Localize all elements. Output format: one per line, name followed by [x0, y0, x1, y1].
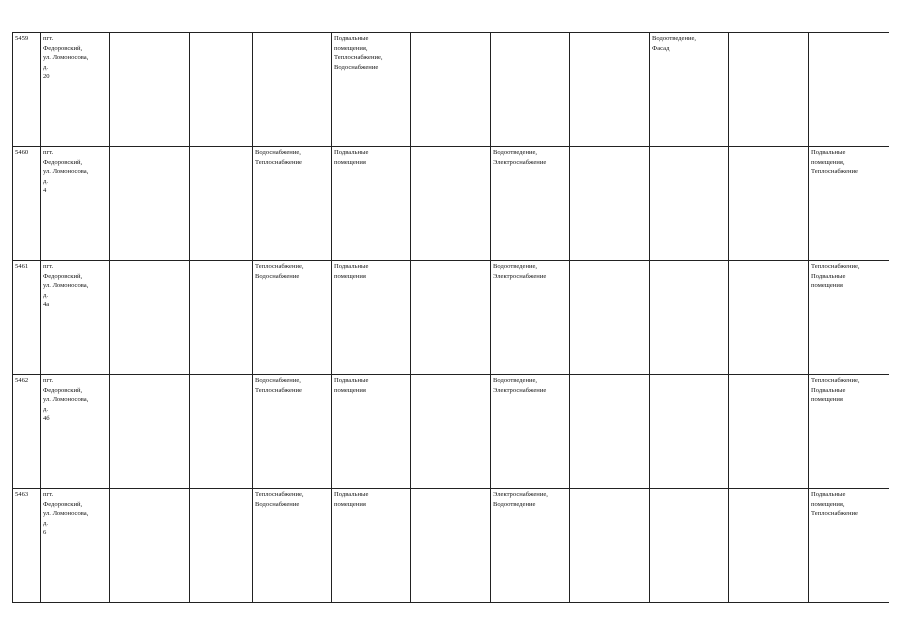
work-type-cell [809, 33, 889, 147]
work-type-cell [190, 375, 253, 489]
table-row [13, 261, 889, 375]
work-type-cell [110, 489, 190, 603]
work-type-cell [570, 147, 650, 261]
work-type-cell [411, 375, 491, 489]
address-cell: пгт. Федоровский, ул. Ломоносова, д. 4а [41, 261, 110, 375]
work-type-cell [650, 147, 729, 261]
work-type-cell [729, 261, 809, 375]
work-type-cell [411, 489, 491, 603]
table-row [13, 33, 889, 147]
row-number-cell: 5461 [13, 261, 41, 375]
work-type-cell: Подвальные помещения [332, 489, 411, 603]
work-type-cell: Водоотведение, Электроснабжение [491, 147, 570, 261]
work-type-cell [190, 261, 253, 375]
table-row [13, 489, 889, 603]
work-type-cell [110, 375, 190, 489]
row-number-cell: 5463 [13, 489, 41, 603]
work-type-cell: Электроснабжение, Водоотведение [491, 489, 570, 603]
work-type-cell: Водоотведение, Фасад [650, 33, 729, 147]
row-number-cell: 5459 [13, 33, 41, 147]
work-type-cell [411, 261, 491, 375]
work-type-cell [570, 375, 650, 489]
work-type-cell [110, 33, 190, 147]
work-type-cell: Подвальные помещения [332, 261, 411, 375]
address-cell: пгт. Федоровский, ул. Ломоносова, д. 4б [41, 375, 110, 489]
work-type-cell [110, 147, 190, 261]
work-type-cell [729, 375, 809, 489]
address-cell: пгт. Федоровский, ул. Ломоносова, д. 20 [41, 33, 110, 147]
table-row [13, 375, 889, 489]
work-type-cell: Подвальные помещения, Теплоснабжение, Водоснабжение [332, 33, 411, 147]
work-type-cell [190, 147, 253, 261]
work-type-cell [190, 489, 253, 603]
work-type-cell: Подвальные помещения, Теплоснабжение [809, 147, 889, 261]
work-type-cell: Подвальные помещения [332, 375, 411, 489]
row-number-cell: 5460 [13, 147, 41, 261]
work-type-cell [650, 489, 729, 603]
work-type-cell: Теплоснабжение, Водоснабжение [253, 489, 332, 603]
work-type-cell [650, 261, 729, 375]
work-type-cell: Теплоснабжение, Подвальные помещения [809, 375, 889, 489]
work-type-cell [729, 33, 809, 147]
work-type-cell [650, 375, 729, 489]
work-type-cell [110, 261, 190, 375]
works-table [12, 32, 889, 603]
work-type-cell: Теплоснабжение, Водоснабжение [253, 261, 332, 375]
work-type-cell [190, 33, 253, 147]
work-type-cell [570, 261, 650, 375]
row-number-cell: 5462 [13, 375, 41, 489]
work-type-cell [729, 147, 809, 261]
work-type-cell [411, 33, 491, 147]
work-type-cell [729, 489, 809, 603]
work-type-cell [491, 33, 570, 147]
work-type-cell [570, 489, 650, 603]
work-type-cell [411, 147, 491, 261]
table-row [13, 147, 889, 261]
address-cell: пгт. Федоровский, ул. Ломоносова, д. 4 [41, 147, 110, 261]
address-cell: пгт. Федоровский, ул. Ломоносова, д. 6 [41, 489, 110, 603]
work-type-cell [570, 33, 650, 147]
work-type-cell: Водоотведение, Электроснабжение [491, 261, 570, 375]
work-type-cell: Подвальные помещения, Теплоснабжение [809, 489, 889, 603]
work-type-cell: Подвальные помещения [332, 147, 411, 261]
work-type-cell: Теплоснабжение, Подвальные помещения [809, 261, 889, 375]
work-type-cell: Водоснабжение, Теплоснабжение [253, 147, 332, 261]
work-type-cell: Водоотведение, Электроснабжение [491, 375, 570, 489]
work-type-cell: Водоснабжение, Теплоснабжение [253, 375, 332, 489]
work-type-cell [253, 33, 332, 147]
